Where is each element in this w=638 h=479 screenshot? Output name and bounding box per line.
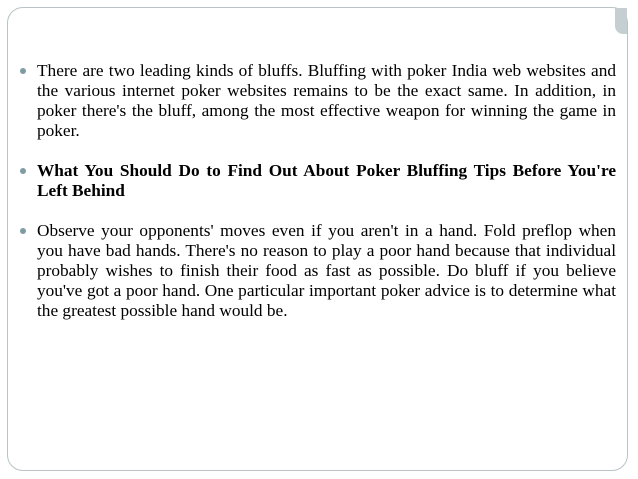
bullet-item <box>20 221 616 321</box>
corner-tab-decoration <box>615 8 627 34</box>
bullet-dot-icon <box>20 228 26 234</box>
bullet-heading <box>20 161 616 201</box>
bullet-item <box>20 61 616 141</box>
bullet-heading-text: What You Should Do to Find Out About Poker Bluffing Tips Before You're Left Behind <box>37 161 616 200</box>
slide-body <box>20 61 616 321</box>
bullet-text: There are two leading kinds of bluffs. Bluffing with poker India web websites and the various internet poker websites remains to be the exact same. In addition, in poker there's the bluff, among the most effective weapon for winning the game in poker. <box>37 61 616 140</box>
bullet-dot-icon <box>20 68 26 74</box>
bullet-text: Observe your opponents' moves even if you aren't in a hand. Fold preflop when you have bad hands. There's no reason to play a poor hand because that individual probably wishes to finish their food as fast as possible. Do bluff if you believe you've got a poor hand. One particular important poker advice is to determine what the greatest possible hand would be. <box>37 221 616 320</box>
bullet-dot-icon <box>20 168 26 174</box>
